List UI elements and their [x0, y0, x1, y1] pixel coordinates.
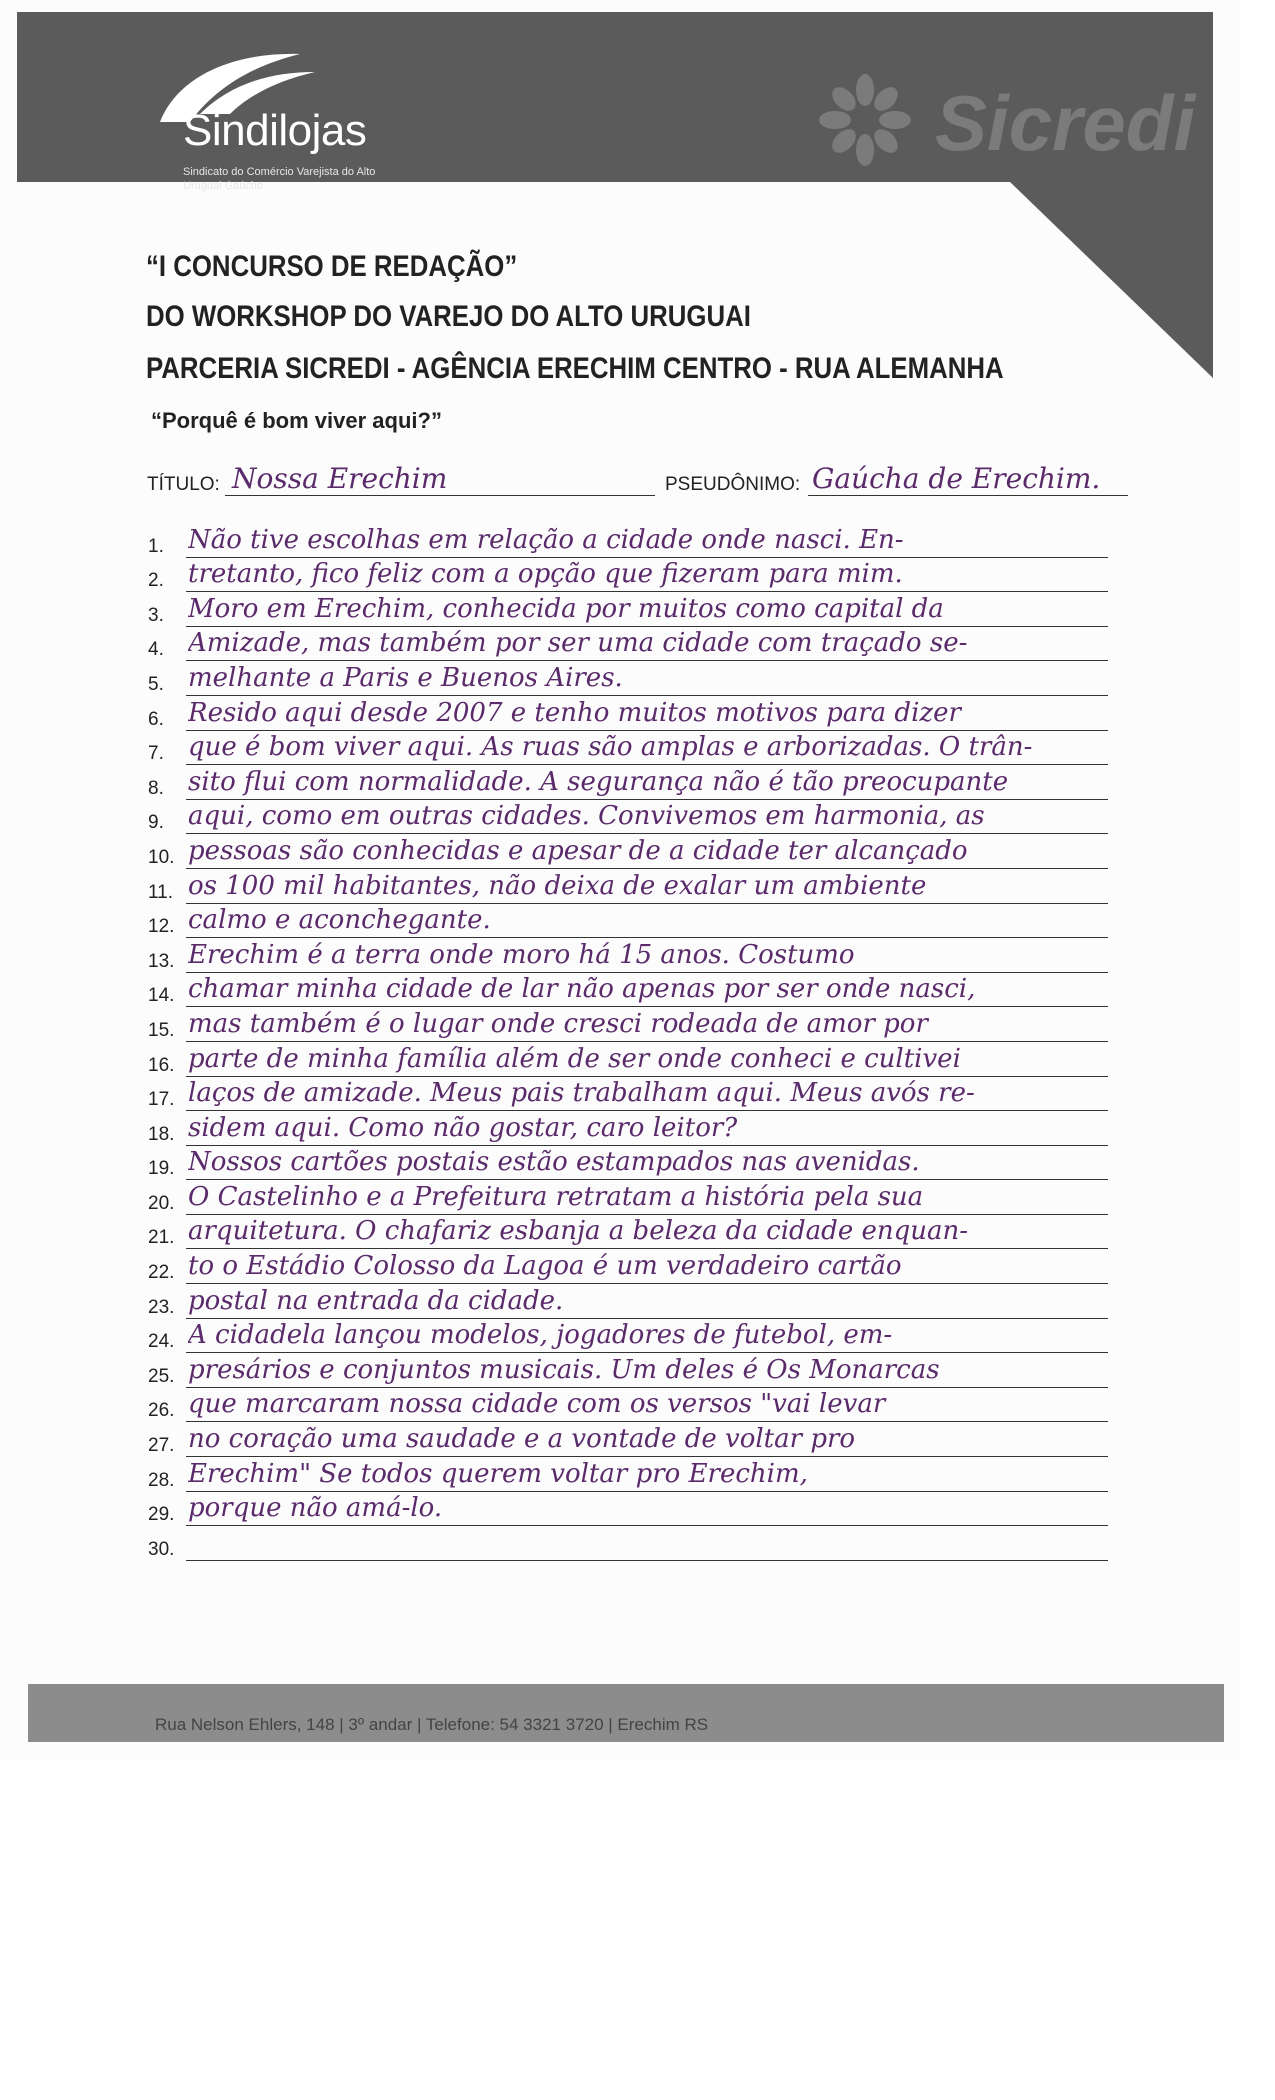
line-number: 1.: [148, 535, 164, 557]
essay-line: [148, 1459, 1108, 1494]
line-number: 30.: [148, 1538, 175, 1560]
ruled-line: [186, 1179, 1108, 1180]
essay-line: [148, 1251, 1108, 1286]
essay-line: [148, 1044, 1108, 1079]
line-number: 15.: [148, 1019, 175, 1041]
essay-line: [148, 1321, 1108, 1356]
ruled-line: [186, 1318, 1108, 1319]
partner-logo-text: Sicredi: [935, 79, 1196, 167]
ruled-line: [186, 1491, 1108, 1492]
handwritten-text: parte de minha família além de ser onde conheci e cultivei: [188, 1043, 961, 1074]
contest-title: “I CONCURSO DE REDAÇÃO”: [146, 250, 518, 283]
line-number: 25.: [148, 1365, 175, 1387]
title-value: Nossa Erechim: [232, 462, 448, 495]
handwritten-text: sito flui com normalidade. A segurança não é tão preocupante: [188, 766, 1009, 797]
ruled-line: [186, 903, 1108, 904]
essay-line: [148, 1113, 1108, 1148]
essay-line: [148, 1390, 1108, 1425]
essay-line: [148, 836, 1108, 871]
ruled-line: [186, 764, 1108, 765]
ruled-line: [186, 1560, 1108, 1561]
line-number: 23.: [148, 1296, 175, 1318]
line-number: 11.: [148, 881, 174, 903]
line-number: 2.: [148, 570, 164, 592]
handwritten-text: melhante a Paris e Buenos Aires.: [188, 662, 623, 693]
handwritten-text: arquitetura. O chafariz esbanja a beleza da cidade enquan-: [188, 1216, 969, 1247]
line-number: 28.: [148, 1469, 175, 1491]
ruled-line: [186, 1006, 1108, 1007]
title-label: TÍTULO:: [147, 474, 220, 495]
handwritten-text: Não tive escolhas em relação a cidade onde nasci. En-: [188, 524, 904, 555]
ruled-line: [186, 1110, 1108, 1111]
org-name: Sindilojas: [183, 106, 367, 155]
line-number: 9.: [148, 812, 164, 834]
ruled-line: [186, 1145, 1108, 1146]
line-number: 19.: [148, 1158, 175, 1180]
handwritten-text: Nossos cartões postais estão estampados nas avenidas.: [188, 1147, 920, 1178]
ruled-line: [186, 695, 1108, 696]
handwritten-text: Erechim é a terra onde moro há 15 anos. Costumo: [188, 939, 855, 970]
essay-line: [148, 871, 1108, 906]
line-number: 10.: [148, 846, 175, 868]
essay-line: [148, 1148, 1108, 1183]
handwritten-text: chamar minha cidade de lar não apenas por ser onde nasci,: [188, 974, 976, 1005]
essay-line: [148, 1494, 1108, 1529]
handwritten-text: presários e conjuntos musicais. Um deles é Os Monarcas: [188, 1354, 940, 1385]
handwritten-text: que marcaram nossa cidade com os versos "vai levar: [188, 1389, 886, 1420]
handwritten-text: os 100 mil habitantes, não deixa de exalar um ambiente: [188, 870, 927, 901]
line-number: 17.: [148, 1089, 175, 1111]
ruled-line: [186, 557, 1108, 558]
handwritten-text: que é bom viver aqui. As ruas são amplas e arborizadas. O trân-: [188, 732, 1033, 763]
line-number: 6.: [148, 708, 164, 730]
essay-line: [148, 629, 1108, 664]
line-number: 27.: [148, 1435, 175, 1457]
line-number: 5.: [148, 673, 164, 695]
ruled-line: [186, 1456, 1108, 1457]
workshop-title: DO WORKSHOP DO VAREJO DO ALTO URUGUAI: [146, 300, 751, 333]
essay-line: [148, 663, 1108, 698]
essay-line: [148, 1079, 1108, 1114]
handwritten-text: tretanto, fico feliz com a opção que fizeram para mim.: [188, 559, 903, 590]
line-number: 21.: [148, 1227, 175, 1249]
essay-line: [148, 1217, 1108, 1252]
ruled-line: [186, 833, 1108, 834]
handwritten-text: postal na entrada da cidade.: [188, 1285, 564, 1316]
handwritten-text: to o Estádio Colosso da Lagoa é um verdadeiro cartão: [188, 1251, 902, 1282]
handwritten-text: O Castelinho e a Prefeitura retratam a história pela sua: [188, 1181, 924, 1212]
line-number: 29.: [148, 1504, 175, 1526]
pseudonym-label: PSEUDÔNIMO:: [665, 474, 801, 495]
ruled-line: [186, 1387, 1108, 1388]
line-number: 14.: [148, 985, 175, 1007]
ruled-line: [186, 1525, 1108, 1526]
essay-line: [148, 698, 1108, 733]
essay-line: [148, 906, 1108, 941]
ruled-line: [186, 1041, 1108, 1042]
essay-line: [148, 1182, 1108, 1217]
line-number: 16.: [148, 1054, 175, 1076]
essay-question: “Porquê é bom viver aqui?”: [151, 408, 442, 433]
line-number: 13.: [148, 950, 175, 972]
pseudonym-value: Gaúcha de Erechim.: [812, 462, 1101, 495]
essay-line: [148, 560, 1108, 595]
ruled-line: [186, 1421, 1108, 1422]
line-number: 7.: [148, 743, 164, 765]
essay-line: [148, 525, 1108, 560]
handwritten-text: Erechim" Se todos querem voltar pro Erechim,: [188, 1458, 808, 1489]
handwritten-text: Resido aqui desde 2007 e tenho muitos motivos para dizer: [188, 697, 961, 728]
ruled-line: [186, 1076, 1108, 1077]
line-number: 24.: [148, 1331, 175, 1353]
line-number: 3.: [148, 604, 164, 626]
handwritten-text: mas também é o lugar onde cresci rodeada de amor por: [188, 1008, 928, 1039]
ruled-line: [186, 1214, 1108, 1215]
line-number: 4.: [148, 639, 164, 661]
line-number: 8.: [148, 777, 164, 799]
essay-lines: [148, 525, 1108, 1563]
essay-line: [148, 1424, 1108, 1459]
partnership-title: PARCERIA SICREDI - AGÊNCIA ERECHIM CENTRO - RUA ALEMANHA: [146, 352, 1004, 385]
ruled-line: [186, 1248, 1108, 1249]
ruled-line: [186, 937, 1108, 938]
essay-line: [148, 1355, 1108, 1390]
footer-address: Rua Nelson Ehlers, 148 | 3º andar | Telefone: 54 3321 3720 | Erechim RS: [155, 1715, 709, 1734]
essay-line: [148, 1286, 1108, 1321]
ruled-line: [186, 972, 1108, 973]
line-number: 20.: [148, 1192, 175, 1214]
ruled-line: [186, 626, 1108, 627]
ruled-line: [186, 868, 1108, 869]
essay-line: [148, 767, 1108, 802]
essay-line: [148, 1528, 1108, 1563]
handwritten-text: calmo e aconchegante.: [188, 905, 491, 936]
essay-line: [148, 733, 1108, 768]
essay-line: [148, 975, 1108, 1010]
handwritten-text: laços de amizade. Meus pais trabalham aqui. Meus avós re-: [188, 1078, 975, 1109]
handwritten-text: sidem aqui. Como não gostar, caro leitor?: [188, 1112, 738, 1143]
org-subtitle: Sindicato do Comércio Varejista do Alto Uruguai Gaúcho: [183, 166, 376, 192]
handwritten-text: A cidadela lançou modelos, jogadores de futebol, em-: [188, 1320, 893, 1351]
ruled-line: [186, 730, 1108, 731]
handwritten-text: aqui, como em outras cidades. Convivemos em harmonia, as: [188, 801, 985, 832]
essay-line: [148, 1009, 1108, 1044]
sicredi-flower-icon: [815, 70, 915, 170]
line-number: 12.: [148, 916, 175, 938]
ruled-line: [186, 591, 1108, 592]
line-number: 18.: [148, 1123, 175, 1145]
ruled-line: [186, 660, 1108, 661]
line-number: 22.: [148, 1262, 175, 1284]
line-number: 26.: [148, 1400, 175, 1422]
handwritten-text: Moro em Erechim, conhecida por muitos como capital da: [188, 593, 944, 624]
ruled-line: [186, 1283, 1108, 1284]
handwritten-text: no coração uma saudade e a vontade de voltar pro: [188, 1424, 856, 1455]
ruled-line: [186, 799, 1108, 800]
essay-line: [148, 802, 1108, 837]
essay-line: [148, 594, 1108, 629]
handwritten-text: pessoas são conhecidas e apesar de a cidade ter alcançado: [188, 835, 968, 866]
ruled-line: [186, 1352, 1108, 1353]
essay-line: [148, 940, 1108, 975]
handwritten-text: porque não amá-lo.: [188, 1493, 443, 1524]
handwritten-text: Amizade, mas também por ser uma cidade com traçado se-: [188, 628, 968, 659]
